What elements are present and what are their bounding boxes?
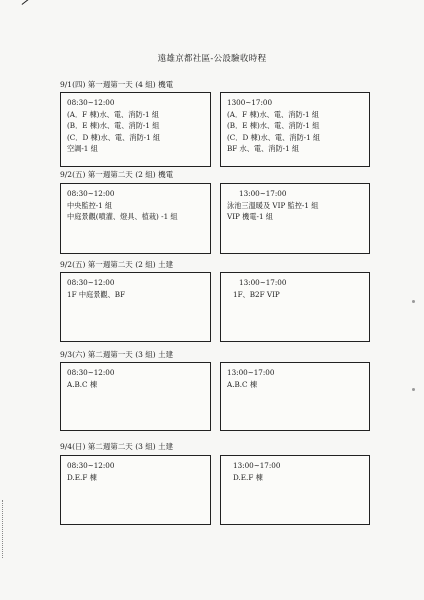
pen-mark: [22, 0, 45, 5]
schedule-item: 中庭景觀(噴灌、燈具、植栽) -1 組: [67, 212, 178, 222]
afternoon-schedule-box: [220, 272, 370, 342]
schedule-item: VIP 機電-1 組: [227, 212, 273, 222]
schedule-item: 泳池三溫暖及 VIP 監控-1 組: [227, 200, 319, 210]
time-range: 13:00~17:00: [227, 368, 275, 377]
schedule-item: D.E.F 棟: [67, 472, 97, 482]
time-range: 08:30~12:00: [67, 98, 115, 107]
afternoon-schedule-box: [220, 183, 370, 254]
time-range: 08:30~12:00: [67, 368, 115, 377]
schedule-item: (B．E 棟)水、電、消防-1 組: [67, 121, 160, 131]
time-range: 1300~17:00: [227, 98, 273, 107]
schedule-item: (A．F 棟)水、電、消防-1 組: [67, 109, 160, 119]
schedule-item: 1F 中庭景觀、BF: [67, 289, 126, 299]
morning-schedule-box: [60, 455, 211, 525]
time-range: 13:00~17:00: [239, 189, 287, 198]
schedule-item: 中央監控-1 組: [67, 200, 113, 210]
schedule-item: 空調-1 組: [67, 144, 98, 154]
margin-stamp: [2, 500, 9, 558]
morning-schedule-box: [60, 183, 211, 254]
scan-dot: [412, 388, 415, 391]
document-title: 遠雄京都社區-公設驗收時程: [157, 54, 267, 64]
schedule-item: BF 水、電、消防-1 組: [227, 144, 300, 154]
schedule-item: (C．D 棟)水、電、消防-1 組: [67, 132, 161, 142]
scan-dot: [412, 300, 415, 303]
afternoon-schedule-box: [220, 92, 370, 167]
section-heading: 9/1(四) 第一週第一天 (4 組) 機電: [60, 80, 174, 89]
morning-schedule-box: [60, 272, 211, 342]
schedule-item: A.B.C 棟: [227, 379, 258, 389]
afternoon-schedule-box: [220, 455, 370, 525]
schedule-item: D.E.F 棟: [233, 472, 263, 482]
section-heading: 9/3(六) 第二週第一天 (3 組) 土建: [60, 350, 174, 359]
time-range: 13:00~17:00: [233, 461, 281, 470]
schedule-item: 1F、B2F VIP: [233, 289, 280, 299]
schedule-item: (C．D 棟)水、電、消防-1 組: [227, 132, 321, 142]
afternoon-schedule-box: [220, 362, 370, 431]
time-range: 08:30~12:00: [67, 461, 115, 470]
section-heading: 9/2(五) 第一週第二天 (2 組) 土建: [60, 260, 174, 269]
morning-schedule-box: [60, 362, 211, 431]
morning-schedule-box: [60, 92, 211, 167]
section-heading: 9/2(五) 第一週第二天 (2 組) 機電: [60, 170, 174, 179]
schedule-item: (A．F 棟)水、電、消防-1 組: [227, 109, 320, 119]
time-range: 08:30~12:00: [67, 278, 115, 287]
schedule-item: (B．E 棟)水、電、消防-1 組: [227, 121, 320, 131]
time-range: 08:30~12:00: [67, 189, 115, 198]
section-heading: 9/4(日) 第二週第二天 (3 組) 土建: [60, 442, 174, 451]
time-range: 13:00~17:00: [239, 278, 287, 287]
schedule-item: A.B.C 棟: [67, 379, 98, 389]
